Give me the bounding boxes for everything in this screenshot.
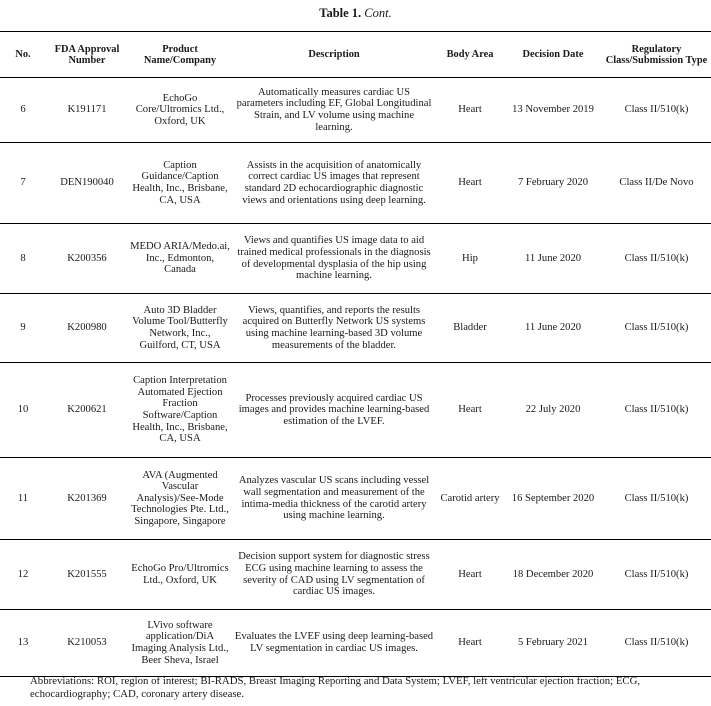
cell-body-area: Carotid artery xyxy=(436,458,504,540)
table-row xyxy=(0,540,711,610)
cell-no: 10 xyxy=(0,363,46,458)
table-caption-label: Table 1. xyxy=(319,6,362,20)
cell-decision-date: 7 February 2020 xyxy=(504,143,602,224)
header-regulatory-class: Regulatory Class/Submission Type xyxy=(602,32,711,78)
cell-no: 7 xyxy=(0,143,46,224)
cell-regulatory: Class II/510(k) xyxy=(602,458,711,540)
cell-decision-date: 22 July 2020 xyxy=(504,363,602,458)
cell-product: LVivo software application/DiA Imaging Analysis Ltd., Beer Sheva, Israel xyxy=(128,610,232,677)
cell-no: 12 xyxy=(0,540,46,610)
cell-description: Analyzes vascular US scans including vessel wall segmentation and measurement of the intima-media thickness of the carotid artery using machine learning. xyxy=(232,458,436,540)
cell-no: 13 xyxy=(0,610,46,677)
cell-fda: K201369 xyxy=(46,458,128,540)
cell-fda: K200356 xyxy=(46,224,128,294)
cell-regulatory: Class II/510(k) xyxy=(602,610,711,677)
cell-fda: DEN190040 xyxy=(46,143,128,224)
cell-decision-date: 11 June 2020 xyxy=(504,224,602,294)
cell-no: 9 xyxy=(0,294,46,363)
table-row xyxy=(0,78,711,143)
table-footnote: Abbreviations: ROI, region of interest; BI-RADS, Breast Imaging Reporting and Data System; LVEF, left ventricular ejection fraction; ECG, echocardiography; CAD, coronary artery disease. xyxy=(30,675,641,700)
cell-body-area: Hip xyxy=(436,224,504,294)
cell-decision-date: 18 December 2020 xyxy=(504,540,602,610)
cell-description: Assists in the acquisition of anatomically correct cardiac US images that represent standard 2D echocardiographic diagnostic views and orientations using deep learning. xyxy=(232,143,436,224)
table-row xyxy=(0,610,711,677)
fda-approval-table xyxy=(0,31,711,677)
cell-product: Auto 3D Bladder Volume Tool/Butterfly Network, Inc., Guilford, CT, USA xyxy=(128,294,232,363)
header-body-area: Body Area xyxy=(436,32,504,78)
cell-body-area: Heart xyxy=(436,143,504,224)
cell-description: Views, quantifies, and reports the results acquired on Butterfly Network US systems using machine learning-based 3D volume measurements of the bladder. xyxy=(232,294,436,363)
cell-fda: K201555 xyxy=(46,540,128,610)
table-row xyxy=(0,458,711,540)
header-description: Description xyxy=(232,32,436,78)
cell-regulatory: Class II/510(k) xyxy=(602,294,711,363)
cell-body-area: Heart xyxy=(436,78,504,143)
table-caption xyxy=(0,6,711,21)
cell-fda: K200980 xyxy=(46,294,128,363)
table-header-row xyxy=(0,32,711,78)
header-decision-date: Decision Date xyxy=(504,32,602,78)
cell-description: Evaluates the LVEF using deep learning-based LV segmentation in cardiac US images. xyxy=(232,610,436,677)
cell-body-area: Bladder xyxy=(436,294,504,363)
cell-body-area: Heart xyxy=(436,363,504,458)
cell-product: Caption Guidance/Caption Health, Inc., Brisbane, CA, USA xyxy=(128,143,232,224)
cell-product: AVA (Augmented Vascular Analysis)/See-Mode Technologies Pte. Ltd., Singapore, Singapore xyxy=(128,458,232,540)
cell-product: Caption Interpretation Automated Ejection Fraction Software/Caption Health, Inc., Brisbane, CA, USA xyxy=(128,363,232,458)
cell-decision-date: 11 June 2020 xyxy=(504,294,602,363)
cell-fda: K210053 xyxy=(46,610,128,677)
cell-fda: K191171 xyxy=(46,78,128,143)
cell-description: Decision support system for diagnostic stress ECG using machine learning to assess the severity of CAD using LV segmentation of cardiac US images. xyxy=(232,540,436,610)
cell-no: 11 xyxy=(0,458,46,540)
cell-body-area: Heart xyxy=(436,610,504,677)
header-fda-approval-number: FDA Approval Number xyxy=(46,32,128,78)
cell-regulatory: Class II/510(k) xyxy=(602,78,711,143)
cell-body-area: Heart xyxy=(436,540,504,610)
cell-regulatory: Class II/510(k) xyxy=(602,540,711,610)
cell-product: EchoGo Core/Ultromics Ltd., Oxford, UK xyxy=(128,78,232,143)
cell-no: 8 xyxy=(0,224,46,294)
header-product-company: Product Name/Company xyxy=(128,32,232,78)
cell-no: 6 xyxy=(0,78,46,143)
cell-regulatory: Class II/De Novo xyxy=(602,143,711,224)
table-row xyxy=(0,363,711,458)
table-caption-suffix: Cont. xyxy=(364,6,392,20)
table-row xyxy=(0,224,711,294)
cell-regulatory: Class II/510(k) xyxy=(602,224,711,294)
cell-regulatory: Class II/510(k) xyxy=(602,363,711,458)
table-row xyxy=(0,294,711,363)
cell-product: MEDO ARIA/Medo.ai, Inc., Edmonton, Canada xyxy=(128,224,232,294)
cell-fda: K200621 xyxy=(46,363,128,458)
table-row xyxy=(0,143,711,224)
cell-description: Processes previously acquired cardiac US images and provides machine learning-based estimation of the LVEF. xyxy=(232,363,436,458)
cell-decision-date: 13 November 2019 xyxy=(504,78,602,143)
cell-description: Automatically measures cardiac US parameters including EF, Global Longitudinal Strain, and LV volume using machine learning. xyxy=(232,78,436,143)
header-no: No. xyxy=(0,32,46,78)
cell-decision-date: 16 September 2020 xyxy=(504,458,602,540)
cell-decision-date: 5 February 2021 xyxy=(504,610,602,677)
cell-description: Views and quantifies US image data to aid trained medical professionals in the diagnosis of developmental dysplasia of the hip using machine learning. xyxy=(232,224,436,294)
cell-product: EchoGo Pro/Ultromics Ltd., Oxford, UK xyxy=(128,540,232,610)
